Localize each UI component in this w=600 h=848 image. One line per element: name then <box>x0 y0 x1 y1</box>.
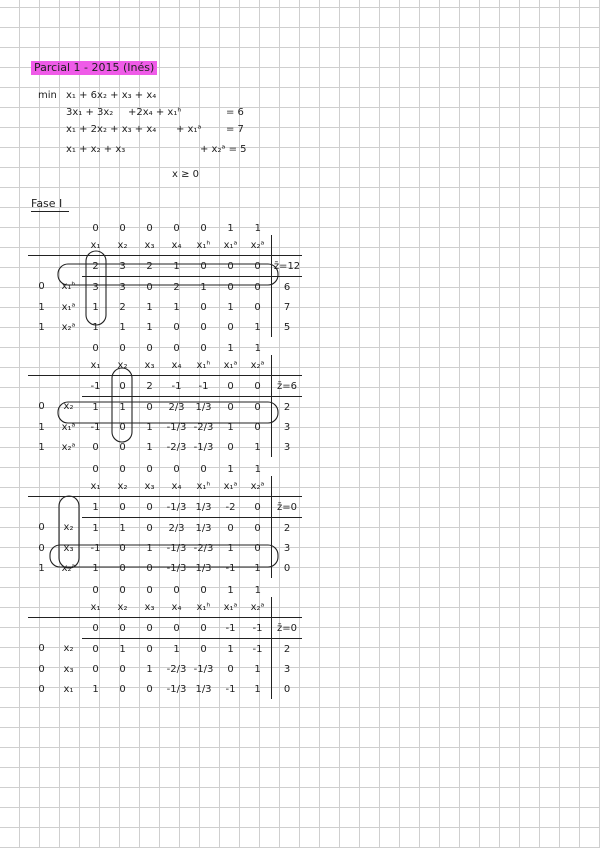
constraint-1-lhs: 3x₁ + 3x₂ <box>66 107 114 118</box>
cell: 2/3 <box>168 522 185 534</box>
cell: 0 <box>227 663 234 675</box>
cell: -1/3 <box>166 562 187 574</box>
cell: -2/3 <box>193 542 214 554</box>
cell: 2/3 <box>168 401 185 413</box>
cell: 0 <box>254 301 261 313</box>
cost-coef: 1 <box>227 584 234 596</box>
cell: 1 <box>119 522 126 534</box>
rhs-cell: 5 <box>272 317 303 337</box>
page-title: Parcial 1 - 2015 (Inés) <box>31 61 157 75</box>
cost-coef: 0 <box>200 463 207 475</box>
cost-coef: 1 <box>254 342 261 354</box>
table-row <box>28 518 302 539</box>
cell: 0 <box>200 301 207 313</box>
var-header: x₄ <box>163 597 190 618</box>
constraint-2-artificial: + x₁ᵃ <box>176 124 202 135</box>
constraint-3-lhs: x₁ + x₂ + x₃ <box>66 144 126 155</box>
var-header: x₂ <box>109 597 136 618</box>
cost-coef: 0 <box>173 463 180 475</box>
rhs-cell: 2 <box>272 639 303 660</box>
cost-coef: 0 <box>146 463 153 475</box>
cell: 0 <box>92 643 99 655</box>
cell: 1 <box>254 321 261 333</box>
cell: 1 <box>200 281 207 293</box>
cell: 1 <box>254 441 261 453</box>
var-header: x₃ <box>136 235 163 256</box>
rhs-cell: 7 <box>272 297 303 317</box>
cell: 0 <box>146 281 153 293</box>
var-header: x₁ <box>82 597 109 618</box>
var-header: x₃ <box>136 476 163 497</box>
cell: 0 <box>119 562 126 574</box>
cell: 1 <box>173 301 180 313</box>
basis-var: x₃ <box>63 663 74 675</box>
var-header: x₁ <box>82 476 109 497</box>
var-header: x₂ <box>109 355 136 376</box>
var-header: x₁ᵃ <box>217 476 244 497</box>
cell: 2 <box>173 281 180 293</box>
table-row <box>28 558 302 578</box>
cell: 0 <box>119 663 126 675</box>
rhs-cell: 2 <box>272 518 303 539</box>
cell: 0 <box>200 643 207 655</box>
reduced-cost: 0 <box>109 376 136 397</box>
cell: 0 <box>227 522 234 534</box>
tableau-2 <box>28 341 302 457</box>
basis-cost: 1 <box>38 421 45 433</box>
cost-coef: 0 <box>173 222 180 234</box>
phase-heading: Fase I <box>31 197 63 210</box>
basis-cost: 1 <box>38 441 45 453</box>
reduced-cost: 0 <box>82 618 109 639</box>
constraint-1-rhs: = 6 <box>226 107 244 118</box>
cell: 0 <box>146 522 153 534</box>
cell: 0 <box>227 281 234 293</box>
cost-coef: 1 <box>254 584 261 596</box>
pivot-cell: 1 <box>146 421 153 433</box>
cost-coef: 1 <box>254 463 261 475</box>
cell: 1 <box>92 683 99 695</box>
cell: 1 <box>92 321 99 333</box>
table-row <box>28 417 302 437</box>
objective-value: z̄=0 <box>272 497 303 518</box>
table-row <box>28 317 302 337</box>
cost-coef: 0 <box>119 342 126 354</box>
cell: -1/3 <box>193 441 214 453</box>
reduced-cost: -1/3 <box>163 497 190 518</box>
var-header: x₁ <box>82 235 109 256</box>
var-header: x₂ᵃ <box>244 355 272 376</box>
reduced-cost: -1 <box>190 376 217 397</box>
basis-var: x₁ <box>63 683 74 695</box>
objective-value: z̄=6 <box>272 376 303 397</box>
cost-coef: 0 <box>173 342 180 354</box>
basis-var: x₂ <box>63 643 74 655</box>
cost-coef: 0 <box>119 584 126 596</box>
table-row <box>28 297 302 317</box>
cell: 1 <box>146 663 153 675</box>
cell: 1 <box>227 301 234 313</box>
cell: 0 <box>119 683 126 695</box>
cell: 0 <box>254 401 261 413</box>
var-header: x₃ <box>136 355 163 376</box>
cell: 0 <box>146 643 153 655</box>
cell: 3 <box>92 281 99 293</box>
rhs-cell: 3 <box>272 417 303 437</box>
cell: -1 <box>252 643 263 655</box>
table-row <box>28 437 302 457</box>
cost-coef: 1 <box>227 342 234 354</box>
cell: 0 <box>200 321 207 333</box>
cell: 1 <box>173 643 180 655</box>
tableau-3 <box>28 462 302 578</box>
var-header: x₁ʰ <box>190 235 217 256</box>
basis-cost: 0 <box>38 663 45 675</box>
cell: 0 <box>92 441 99 453</box>
reduced-cost: 3 <box>109 256 136 277</box>
rhs-cell: 3 <box>272 659 303 679</box>
cost-coef: 1 <box>227 463 234 475</box>
rhs-cell: 3 <box>272 538 303 558</box>
cell: 0 <box>92 663 99 675</box>
cell: -2/3 <box>166 441 187 453</box>
basis-cost: 0 <box>38 542 45 554</box>
reduced-cost: 2 <box>136 376 163 397</box>
var-header: x₁ᵃ <box>217 355 244 376</box>
var-header: x₃ <box>136 597 163 618</box>
cost-coef: 0 <box>146 222 153 234</box>
var-header: x₄ <box>163 476 190 497</box>
basis-cost: 0 <box>38 522 45 534</box>
constraint-2-rhs: = 7 <box>226 124 244 135</box>
cell: 0 <box>146 683 153 695</box>
cell: -1/3 <box>166 421 187 433</box>
cost-coef: 0 <box>92 342 99 354</box>
cell: 1/3 <box>195 562 212 574</box>
cost-coef: 0 <box>200 222 207 234</box>
constraint-3-artificial: + x₂ᵃ = 5 <box>200 144 247 155</box>
cost-coef: 0 <box>92 222 99 234</box>
reduced-cost: -1 <box>244 618 272 639</box>
rhs-cell: 0 <box>272 679 303 699</box>
reduced-cost: 0 <box>217 376 244 397</box>
cell: 1/3 <box>195 522 212 534</box>
cell: 0 <box>146 401 153 413</box>
cell: -1 <box>225 562 236 574</box>
cell: 1 <box>92 522 99 534</box>
cell: 1 <box>146 542 153 554</box>
cell: 1 <box>254 663 261 675</box>
cell: -1 <box>90 542 101 554</box>
cell: -1 <box>90 421 101 433</box>
reduced-cost: 1/3 <box>190 497 217 518</box>
cell: 0 <box>227 441 234 453</box>
var-header: x₂ᵃ <box>244 597 272 618</box>
basis-cost: 1 <box>38 562 45 574</box>
cell: 1 <box>146 441 153 453</box>
reduced-cost: 0 <box>190 618 217 639</box>
nonnegativity: x ≥ 0 <box>172 169 200 180</box>
var-header: x₂ <box>109 476 136 497</box>
rhs-cell: 2 <box>272 397 303 418</box>
rhs-cell: 3 <box>272 437 303 457</box>
reduced-cost: 0 <box>244 256 272 277</box>
reduced-cost: 0 <box>136 497 163 518</box>
cost-coef: 0 <box>119 463 126 475</box>
table-row <box>28 679 302 699</box>
cost-coef: 1 <box>254 222 261 234</box>
tableau-1 <box>28 221 302 337</box>
cost-coef: 0 <box>200 342 207 354</box>
basis-var: x₁ᵃ <box>61 301 76 313</box>
var-header: x₁ʰ <box>190 597 217 618</box>
pivot-cell: 1 <box>92 562 99 574</box>
cost-coef: 0 <box>119 222 126 234</box>
cell: 1 <box>146 301 153 313</box>
reduced-cost: 2 <box>136 256 163 277</box>
var-header: x₄ <box>163 355 190 376</box>
cost-coef: 0 <box>146 584 153 596</box>
reduced-cost: 0 <box>244 497 272 518</box>
var-header: x₁ʰ <box>190 355 217 376</box>
basis-var: x₂ <box>63 401 74 413</box>
cell: 0 <box>173 321 180 333</box>
constraint-2-lhs: x₁ + 2x₂ + x₃ + x₄ <box>66 124 157 135</box>
reduced-cost: -1 <box>82 376 109 397</box>
reduced-cost: -1 <box>163 376 190 397</box>
basis-cost: 0 <box>38 401 45 413</box>
cost-coef: 0 <box>146 342 153 354</box>
reduced-cost: 1 <box>82 497 109 518</box>
basis-var: x₂ᵃ <box>61 321 76 333</box>
cost-coef: 0 <box>92 463 99 475</box>
cell: -1/3 <box>166 683 187 695</box>
cell: -2/3 <box>193 421 214 433</box>
objective-value: z̄=0 <box>272 618 303 639</box>
basis-cost: 1 <box>38 321 45 333</box>
constraint-1-slack: +2x₄ + x₁ʰ <box>128 107 182 118</box>
pivot-cell: 3 <box>119 281 126 293</box>
cell: 1 <box>254 683 261 695</box>
basis-var: x₁ʰ <box>61 281 76 293</box>
cell: 1/3 <box>195 683 212 695</box>
cell: 0 <box>227 401 234 413</box>
basis-cost: 1 <box>38 301 45 313</box>
var-header: x₁ᵃ <box>217 597 244 618</box>
reduced-cost: 0 <box>190 256 217 277</box>
objective-function: x₁ + 6x₂ + x₃ + x₄ <box>66 90 157 101</box>
cell: 0 <box>119 542 126 554</box>
reduced-cost: 0 <box>217 256 244 277</box>
table-row <box>28 639 302 660</box>
cell: 1 <box>92 401 99 413</box>
cell: 1 <box>119 321 126 333</box>
cell: 2 <box>119 301 126 313</box>
var-header: x₂ <box>109 235 136 256</box>
table-row <box>28 277 302 298</box>
cell: 1/3 <box>195 401 212 413</box>
cell: 1 <box>92 301 99 313</box>
rhs-cell: 0 <box>272 558 303 578</box>
cell: 1 <box>254 562 261 574</box>
cell: -1 <box>225 683 236 695</box>
cell: 0 <box>146 562 153 574</box>
basis-cost: 0 <box>38 643 45 655</box>
cell: 1 <box>119 401 126 413</box>
table-row <box>28 659 302 679</box>
var-header: x₁ʰ <box>190 476 217 497</box>
var-header: x₄ <box>163 235 190 256</box>
cell: -1/3 <box>166 542 187 554</box>
reduced-cost: -1 <box>217 618 244 639</box>
var-header: x₁ <box>82 355 109 376</box>
var-header: x₂ᵃ <box>244 235 272 256</box>
var-header: x₂ᵃ <box>244 476 272 497</box>
reduced-cost: 1 <box>163 256 190 277</box>
table-row <box>28 397 302 418</box>
cost-coef: 0 <box>92 584 99 596</box>
reduced-cost: 0 <box>109 618 136 639</box>
basis-var: x₁ᵃ <box>61 421 76 433</box>
cell: 0 <box>227 321 234 333</box>
cell: 0 <box>254 542 261 554</box>
basis-var: x₃ <box>63 542 74 554</box>
tableau-4 <box>28 583 302 699</box>
cell: 1 <box>227 643 234 655</box>
cell: 1 <box>146 321 153 333</box>
basis-var: x₂ᵃ <box>61 562 76 574</box>
basis-var: x₂ᵃ <box>61 441 76 453</box>
reduced-cost: 0 <box>136 618 163 639</box>
min-label: min <box>38 90 57 101</box>
cell: 1 <box>119 643 126 655</box>
cost-coef: 0 <box>173 584 180 596</box>
reduced-cost: 2 <box>82 256 109 277</box>
basis-cost: 0 <box>38 683 45 695</box>
basis-cost: 0 <box>38 281 45 293</box>
cost-coef: 1 <box>227 222 234 234</box>
basis-var: x₂ <box>63 522 74 534</box>
cell: 1 <box>227 421 234 433</box>
phase-underline <box>31 211 69 212</box>
cell: 0 <box>254 522 261 534</box>
cell: 0 <box>119 421 126 433</box>
reduced-cost: 0 <box>163 618 190 639</box>
var-header: x₁ᵃ <box>217 235 244 256</box>
cell: 0 <box>254 281 261 293</box>
reduced-cost: -2 <box>217 497 244 518</box>
cell: -1/3 <box>193 663 214 675</box>
table-row <box>28 538 302 558</box>
cell: -2/3 <box>166 663 187 675</box>
reduced-cost: 0 <box>244 376 272 397</box>
cell: 0 <box>254 421 261 433</box>
reduced-cost: 0 <box>109 497 136 518</box>
cell: 0 <box>119 441 126 453</box>
objective-value: z̄=12 <box>272 256 303 277</box>
cost-coef: 0 <box>200 584 207 596</box>
rhs-cell: 6 <box>272 277 303 298</box>
cell: 1 <box>227 542 234 554</box>
